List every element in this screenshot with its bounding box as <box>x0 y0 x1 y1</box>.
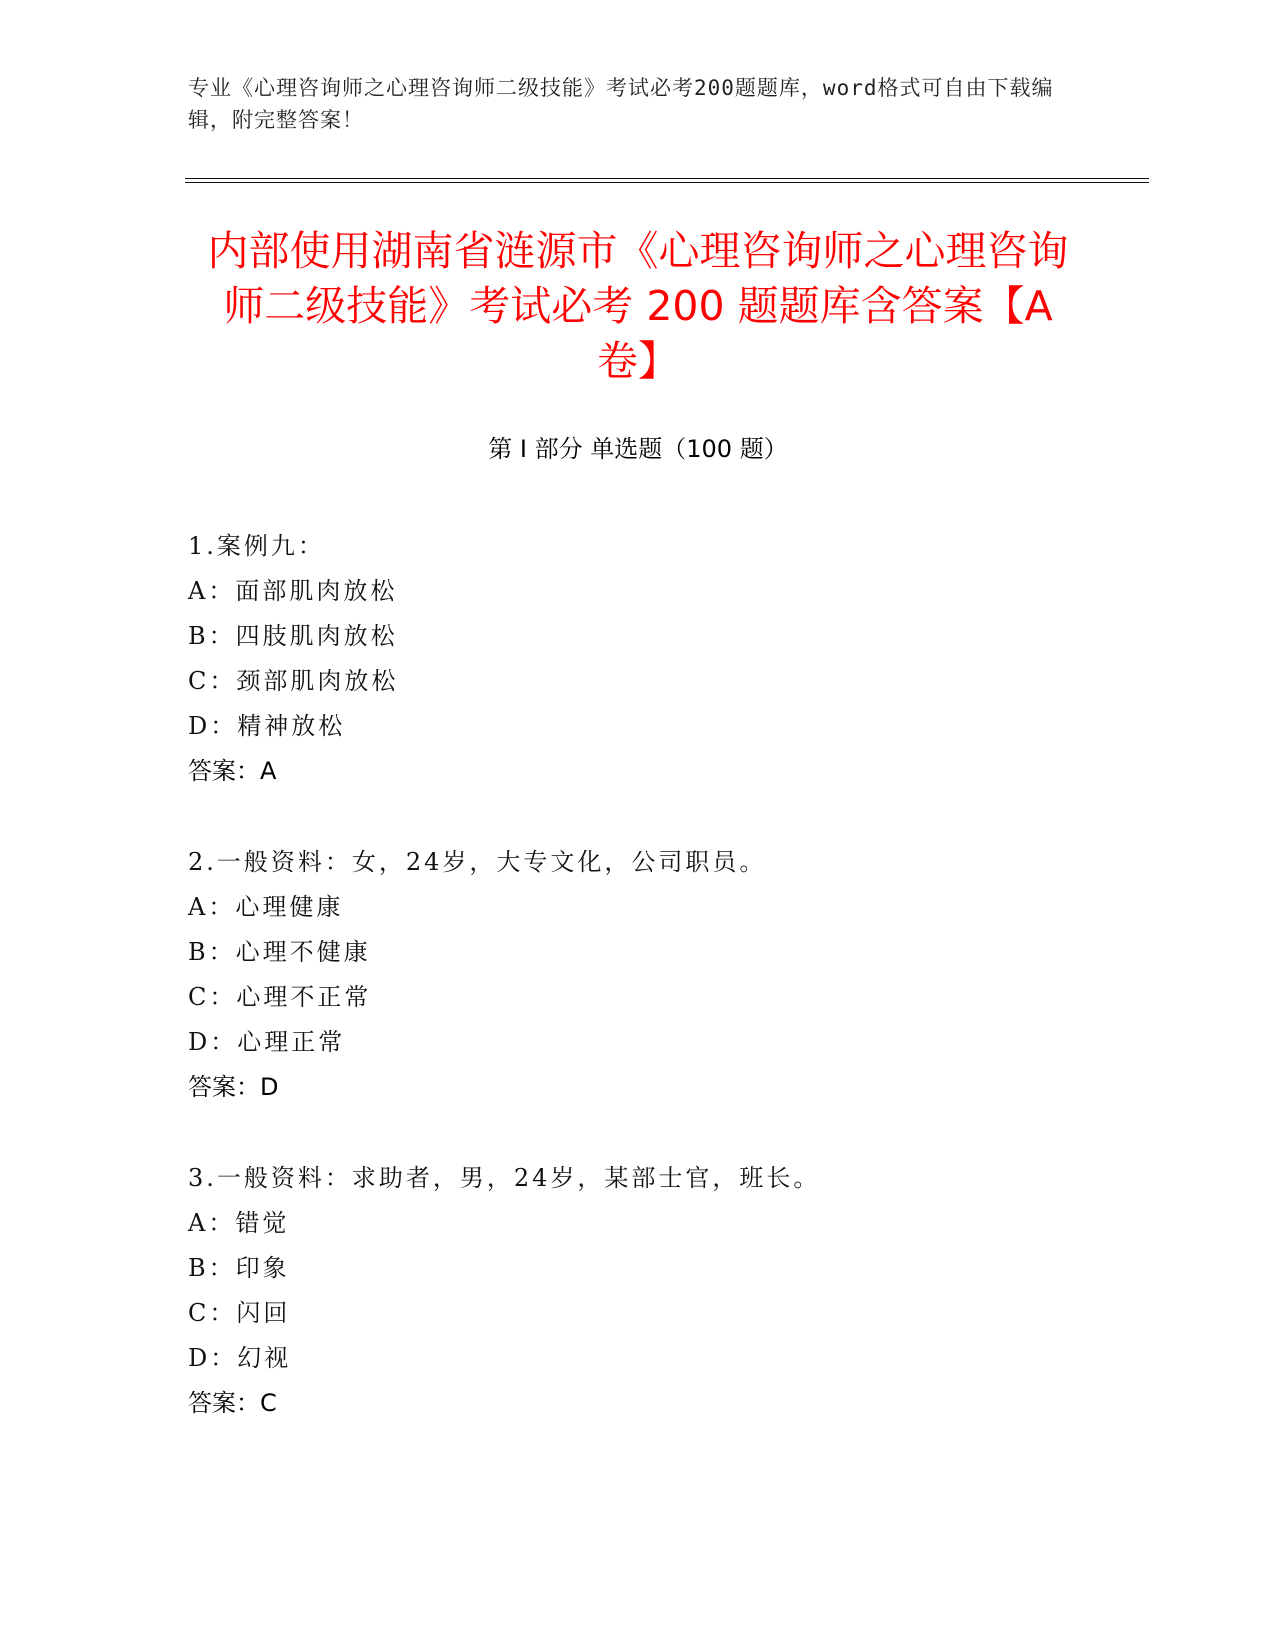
answer-line: 答案：D <box>188 1073 279 1101</box>
question-stem: 2.一般资料：女，24岁，大专文化，公司职员。 <box>188 848 767 876</box>
answer-line: 答案：C <box>188 1389 277 1417</box>
document-title: 内部使用湖南省涟源市《心理咨询师之心理咨询师二级技能》考试必考 200 题题库含答案【A 卷】 <box>207 227 1069 385</box>
option-d: D：幻视 <box>188 1344 292 1372</box>
option-a: A：面部肌肉放松 <box>188 577 398 605</box>
question-stem: 3.一般资料：求助者，男，24岁，某部士官，班长。 <box>188 1164 821 1192</box>
option-a: A：错觉 <box>188 1209 290 1237</box>
answer-line: 答案：A <box>188 757 277 785</box>
question-stem: 1.案例九： <box>188 532 325 560</box>
option-d: D：心理正常 <box>188 1028 346 1056</box>
question-2 <box>188 840 1088 1110</box>
header-note: 专业《心理咨询师之心理咨询师二级技能》考试必考200题题库，word格式可自由下载编辑，附完整答案！ <box>188 76 1054 132</box>
option-c: C：颈部肌肉放松 <box>188 667 399 695</box>
question-3 <box>188 1156 1088 1426</box>
option-b: B：印象 <box>188 1254 290 1282</box>
option-b: B：心理不健康 <box>188 938 371 966</box>
option-c: C：闪回 <box>188 1299 291 1327</box>
option-b: B：四肢肌肉放松 <box>188 622 398 650</box>
option-c: C：心理不正常 <box>188 983 372 1011</box>
option-a: A：心理健康 <box>188 893 344 921</box>
question-1 <box>188 524 1088 794</box>
header-rule-top <box>185 178 1149 179</box>
option-d: D：精神放松 <box>188 712 346 740</box>
header-rule-bottom <box>185 182 1149 183</box>
section-heading: 第 I 部分 单选题（100 题） <box>488 435 788 463</box>
